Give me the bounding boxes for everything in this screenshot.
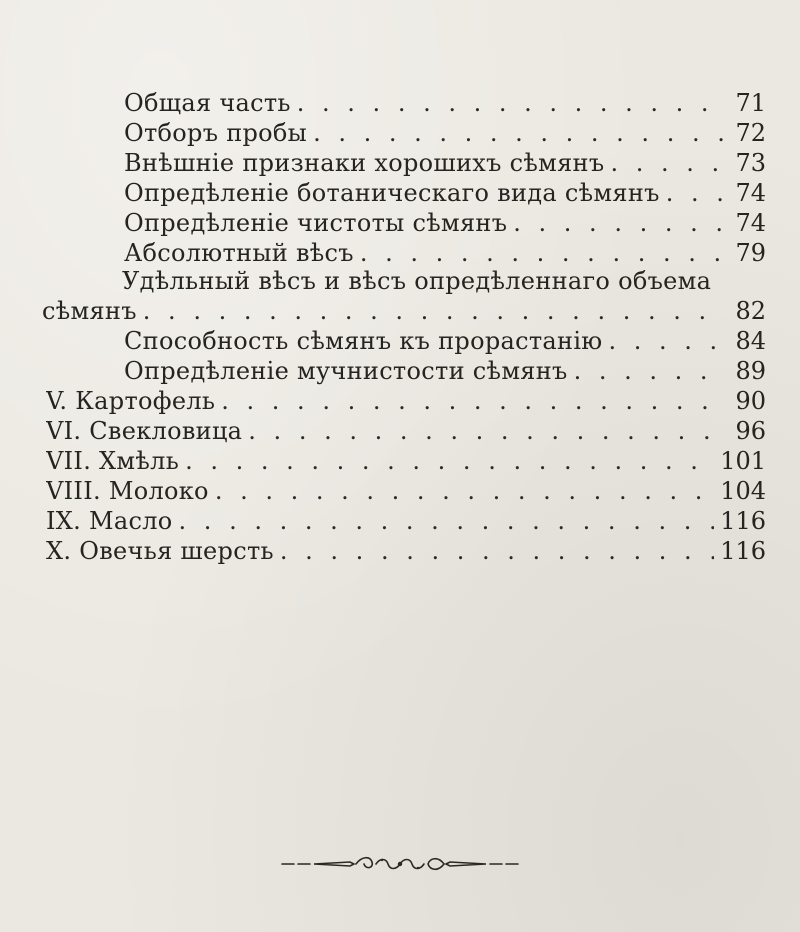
toc-entry-page: 79 xyxy=(735,239,766,267)
toc-entry-hops xyxy=(46,446,766,476)
toc-entry-purity xyxy=(124,208,766,238)
toc-entry-title: X. Овечья шерсть xyxy=(46,537,274,565)
toc-entry-page: 104 xyxy=(720,477,766,505)
toc-entry-page: 73 xyxy=(735,149,766,177)
dot-leader xyxy=(360,238,724,268)
dot-leader xyxy=(248,416,724,446)
toc-entry-title: Опредѣленіе ботаническаго вида сѣмянъ xyxy=(124,179,660,207)
toc-entry-potato xyxy=(46,386,766,416)
toc-entry-title: сѣмянъ xyxy=(42,297,137,325)
dot-leader xyxy=(610,148,724,178)
toc-entry-page: 101 xyxy=(720,447,766,475)
toc-entry-page: 89 xyxy=(735,357,766,385)
dot-leader xyxy=(513,208,724,238)
toc-entry-title: VIII. Молоко xyxy=(46,477,209,505)
toc-entry-page: 82 xyxy=(735,297,766,325)
toc-entry-title: Опредѣленіе чистоты сѣмянъ xyxy=(124,209,508,237)
toc-entry-botanical-species xyxy=(124,178,766,208)
toc-entry-beet xyxy=(46,416,766,446)
toc-entry-absolute-weight xyxy=(124,238,766,268)
toc-entry-title: VII. Хмѣль xyxy=(46,447,180,475)
dot-leader xyxy=(215,476,714,506)
toc-entry-sampling xyxy=(124,118,766,148)
toc-entry-title: Общая часть xyxy=(124,89,291,117)
toc-entry-mealiness xyxy=(124,356,766,386)
toc-entry-title: Опредѣленіе мучнистости сѣмянъ xyxy=(124,357,568,385)
dot-leader xyxy=(179,506,715,536)
toc-entry-page: 116 xyxy=(720,537,766,565)
toc-entry-sheep-wool xyxy=(46,536,766,566)
toc-entry-title: IX. Масло xyxy=(46,507,173,535)
toc-entry-title: Внѣшніе признаки хорошихъ сѣмянъ xyxy=(124,149,605,177)
toc-entry-page: 74 xyxy=(735,179,766,207)
dot-leader xyxy=(574,356,724,386)
dot-leader xyxy=(221,386,724,416)
toc-entry-external-signs xyxy=(124,148,766,178)
toc-entry-specific-weight xyxy=(42,296,766,326)
toc-entry-page: 74 xyxy=(735,209,766,237)
toc-entry-page: 72 xyxy=(735,119,766,147)
toc-entry-page: 90 xyxy=(735,387,766,415)
dot-leader xyxy=(297,88,724,118)
toc-entry-page: 84 xyxy=(735,327,766,355)
toc-entry-title: VI. Свекловица xyxy=(46,417,243,445)
toc-entry-title: Способность сѣмянъ къ прорастанію xyxy=(124,327,603,355)
dot-leader xyxy=(313,118,724,148)
dot-leader xyxy=(609,326,725,356)
toc-entry-page: 116 xyxy=(720,507,766,535)
decorative-tailpiece-icon xyxy=(280,852,520,876)
toc-entry-title-line1: Удѣльный вѣсъ и вѣсъ опредѣленнаго объема xyxy=(122,267,712,295)
toc-entry-milk xyxy=(46,476,766,506)
dot-leader xyxy=(143,296,724,326)
toc-entry-title: Абсолютный вѣсъ xyxy=(124,239,354,267)
toc-entry-general-part xyxy=(124,88,766,118)
toc-entry-butter xyxy=(46,506,766,536)
toc-entry-title: V. Картофель xyxy=(46,387,216,415)
toc-entry-germination xyxy=(124,326,766,356)
dot-leader xyxy=(185,446,714,476)
toc-entry-page: 71 xyxy=(735,89,766,117)
toc-entry-page: 96 xyxy=(735,417,766,445)
dot-leader xyxy=(280,536,714,566)
toc-entry-title: Отборъ пробы xyxy=(124,119,308,147)
dot-leader xyxy=(666,178,724,208)
